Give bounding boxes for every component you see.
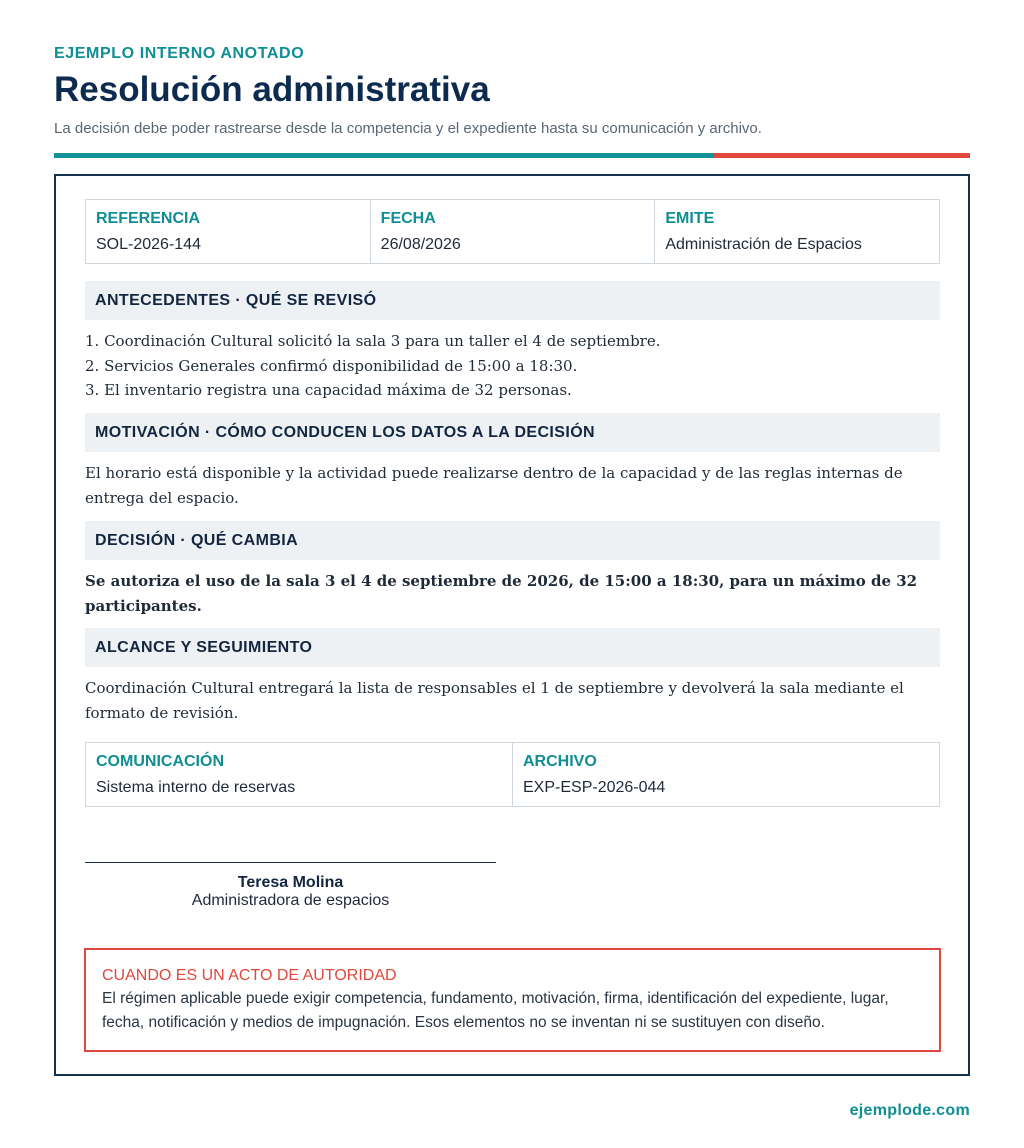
meta-label-emite: EMITE xyxy=(665,210,715,227)
list-item: 1. Coordinación Cultural solicitó la sala 3 para un taller el 4 de septiembre. xyxy=(85,332,661,350)
signature-line xyxy=(85,862,496,863)
motivacion-text: El horario está disponible y la actividad puede realizarse dentro de la capacidad y de las reglas internas de entrega del espacio. xyxy=(85,464,903,507)
meta-value-referencia: SOL-2026-144 xyxy=(96,236,201,253)
list-item: 3. El inventario registra una capacidad máxima de 32 personas. xyxy=(85,381,572,399)
footer-brand: ejemplode.com xyxy=(849,1102,970,1119)
page-title: Resolución administrativa xyxy=(54,70,490,109)
section-heading-decision: DECISIÓN · QUÉ CAMBIA xyxy=(85,521,940,560)
section-heading-motivacion: MOTIVACIÓN · CÓMO CONDUCEN LOS DATOS A LA DECISIÓN xyxy=(85,413,940,452)
authority-notice xyxy=(84,948,941,1052)
signatory-role: Administradora de espacios xyxy=(191,892,390,909)
notice-body: El régimen aplicable puede exigir competencia, fundamento, motivación, firma, identificación del expediente, lugar, fecha, notificación y medios de impugnación. Esos elementos no se inventan ni se sustituyen con diseño. xyxy=(102,990,889,1031)
resolution-document xyxy=(54,174,970,1076)
page-subtitle: La decisión debe poder rastrearse desde la competencia y el expediente hasta su comunicación y archivo. xyxy=(54,120,762,137)
alcance-text: Coordinación Cultural entregará la lista de responsables el 1 de septiembre y devolverá la sala mediante el formato de revisión. xyxy=(85,679,904,722)
meta-label-fecha: FECHA xyxy=(380,210,436,227)
meta-cell-emite xyxy=(655,200,939,263)
signatory-name: Teresa Molina xyxy=(237,874,344,891)
metadata-table xyxy=(85,199,940,264)
eyebrow-label: EJEMPLO INTERNO ANOTADO xyxy=(54,45,305,62)
antecedentes-list xyxy=(85,329,940,403)
closing-table xyxy=(85,742,940,807)
accent-rule-primary xyxy=(54,153,714,158)
meta-label-archivo: ARCHIVO xyxy=(523,753,597,770)
list-item: 2. Servicios Generales confirmó disponibilidad de 15:00 a 18:30. xyxy=(85,356,578,375)
meta-value-emite: Administración de Espacios xyxy=(665,236,862,253)
meta-label-comunicacion: COMUNICACIÓN xyxy=(96,753,224,770)
section-heading-antecedentes: ANTECEDENTES · QUÉ SE REVISÓ xyxy=(85,281,940,320)
accent-rule-secondary xyxy=(714,153,970,158)
meta-cell-archivo xyxy=(513,743,939,806)
decision-text: Se autoriza el uso de la sala 3 el 4 de septiembre de 2026, de 15:00 a 18:30, para un máximo de 32 participantes. xyxy=(85,572,918,615)
section-heading-alcance: ALCANCE Y SEGUIMIENTO xyxy=(85,628,940,667)
meta-value-comunicacion: Sistema interno de reservas xyxy=(96,779,296,796)
meta-label-referencia: REFERENCIA xyxy=(96,210,201,227)
accent-rule xyxy=(54,153,970,158)
notice-title: CUANDO ES UN ACTO DE AUTORIDAD xyxy=(102,967,397,984)
meta-cell-comunicacion xyxy=(86,743,513,806)
meta-value-fecha: 26/08/2026 xyxy=(380,236,461,253)
meta-cell-referencia xyxy=(86,200,371,263)
meta-cell-fecha xyxy=(371,200,656,263)
meta-value-archivo: EXP-ESP-2026-044 xyxy=(523,779,666,796)
